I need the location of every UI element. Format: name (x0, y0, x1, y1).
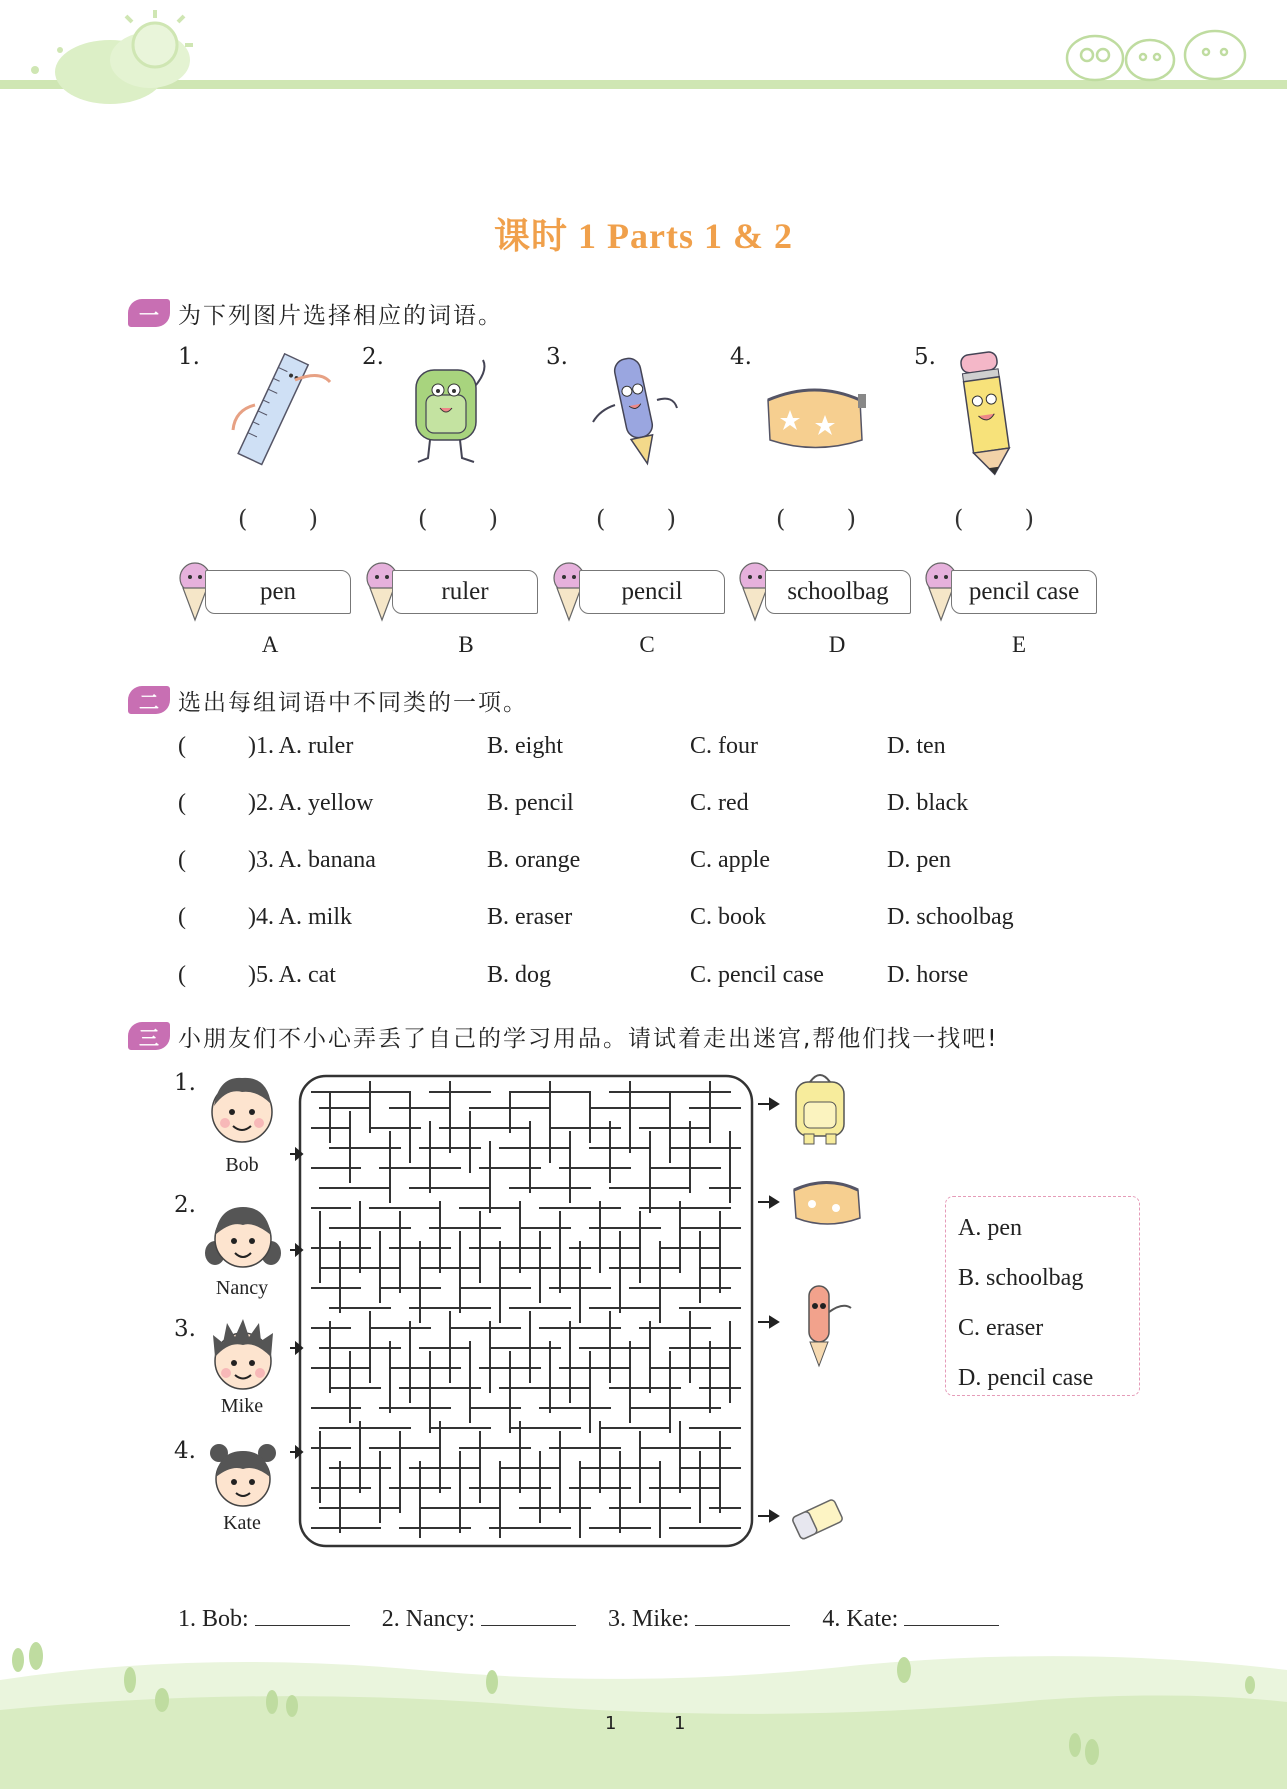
question-row (178, 904, 1078, 938)
answer-paren-5[interactable]: ( ) (954, 505, 1034, 533)
question-option-b: B. dog (487, 962, 552, 988)
section-1-badge: 一 (128, 299, 170, 327)
question-option-c: C. book (690, 904, 767, 930)
pencil-case-icon (790, 1170, 865, 1232)
page-title: 课时 1 Parts 1 & 2 (494, 216, 793, 256)
kid-1-number: 1. (174, 1070, 196, 1096)
fill-kate-blank[interactable] (904, 1604, 999, 1626)
maze-option-a: A. pen (958, 1215, 1022, 1241)
option-letter-b: B (458, 632, 474, 657)
maze-options-box (945, 1196, 1140, 1396)
word-ruler: ruler (392, 570, 538, 614)
ruler-icon (225, 350, 335, 470)
bob-face-icon (205, 1068, 279, 1146)
answer-paren[interactable]: ( (178, 962, 186, 988)
kid-4-number: 4. (174, 1438, 196, 1464)
maze-option-d: D. pencil case (958, 1365, 1094, 1391)
section-2-header (128, 684, 528, 716)
answer-paren[interactable]: ( (178, 847, 186, 873)
section-2-instruction: 选出每组词语中不同类的一项。 (178, 689, 528, 716)
answer-paren[interactable]: ( (178, 790, 186, 816)
question-option-b: B. orange (487, 847, 581, 873)
question-option-b: B. eraser (487, 904, 573, 930)
eraser-icon (788, 1493, 848, 1543)
section-3-badge: 三 (128, 1022, 170, 1050)
fill-in-row (178, 1604, 999, 1633)
section-1-header (128, 297, 503, 329)
question-option-a: )2. A. yellow (248, 790, 374, 816)
word-pencil: pencil (579, 570, 725, 614)
section-3-instruction: 小朋友们不小心弄丢了自己的学习用品。请试着走出迷宫,帮他们找一找吧! (178, 1025, 999, 1052)
maze-option-c: C. eraser (958, 1315, 1044, 1341)
question-row (178, 962, 1078, 996)
option-letter-d: D (828, 632, 846, 657)
word-schoolbag: schoolbag (765, 570, 911, 614)
question-row (178, 847, 1078, 881)
maze-option-b: B. schoolbag (958, 1265, 1084, 1291)
kid-3-name: Mike (220, 1395, 264, 1417)
question-option-d: D. ten (887, 733, 946, 759)
mike-face-icon (205, 1315, 281, 1393)
option-letter-e: E (1011, 632, 1027, 657)
answer-paren-3[interactable]: ( ) (596, 505, 676, 533)
answer-paren[interactable]: ( (178, 904, 186, 930)
section-2-badge: 二 (128, 686, 170, 714)
word-banner-b (362, 560, 538, 616)
option-letter-a: A (261, 632, 279, 657)
section-3-header (128, 1020, 999, 1052)
page-number-left: 1 (605, 1713, 617, 1734)
pencil-icon (945, 345, 1025, 480)
word-pencil-case: pencil case (951, 570, 1097, 614)
fill-mike-blank[interactable] (695, 1604, 790, 1626)
item-5-number: 5. (914, 344, 936, 370)
item-1-number: 1. (178, 344, 200, 370)
pencil-case-icon (760, 370, 870, 460)
kid-2-name: Nancy (215, 1277, 269, 1299)
question-option-b: B. eight (487, 733, 563, 759)
question-option-c: C. four (690, 733, 758, 759)
question-option-a: )4. A. milk (248, 904, 353, 930)
pen-icon (585, 350, 685, 480)
kid-1-name: Bob (225, 1154, 259, 1176)
pen-icon (795, 1282, 855, 1370)
question-option-b: B. pencil (487, 790, 574, 816)
page-number-right: 1 (674, 1713, 686, 1734)
fill-bob-blank[interactable] (255, 1604, 350, 1626)
answer-paren-4[interactable]: ( ) (776, 505, 856, 533)
answer-paren-2[interactable]: ( ) (418, 505, 498, 533)
question-option-d: D. horse (887, 962, 969, 988)
answer-paren[interactable]: ( (178, 733, 186, 759)
kid-2-number: 2. (174, 1192, 196, 1218)
option-letter-c: C (639, 632, 655, 657)
question-option-c: C. red (690, 790, 749, 816)
question-option-c: C. apple (690, 847, 770, 873)
item-2-number: 2. (362, 344, 384, 370)
maze[interactable] (290, 1072, 790, 1552)
schoolbag-icon (790, 1068, 850, 1146)
kate-face-icon (205, 1437, 281, 1513)
question-row (178, 733, 1078, 767)
word-banner-a (175, 560, 351, 616)
question-row (178, 790, 1078, 824)
fill-nancy-label: 2. Nancy: (381, 1606, 475, 1632)
item-3-number: 3. (546, 344, 568, 370)
question-option-d: D. schoolbag (887, 904, 1014, 930)
question-option-a: )5. A. cat (248, 962, 336, 988)
fill-nancy-blank[interactable] (481, 1604, 576, 1626)
question-option-c: C. pencil case (690, 962, 824, 988)
word-banner-e (921, 560, 1097, 616)
kid-4-name: Kate (223, 1512, 261, 1534)
schoolbag-icon (398, 350, 498, 470)
header-decoration (0, 0, 1287, 120)
question-option-d: D. black (887, 790, 969, 816)
kid-3-number: 3. (174, 1316, 196, 1342)
question-option-a: )1. A. ruler (248, 733, 354, 759)
question-option-a: )3. A. banana (248, 847, 376, 873)
item-4-number: 4. (730, 344, 752, 370)
fill-kate-label: 4. Kate: (822, 1606, 899, 1632)
word-pen: pen (205, 570, 351, 614)
fill-bob-label: 1. Bob: (178, 1606, 249, 1632)
section-1-instruction: 为下列图片选择相应的词语。 (178, 302, 503, 329)
footer-landscape (0, 1640, 1287, 1789)
answer-paren-1[interactable]: ( ) (238, 505, 318, 533)
word-banner-d (735, 560, 911, 616)
question-option-d: D. pen (887, 847, 951, 873)
fill-mike-label: 3. Mike: (608, 1606, 690, 1632)
nancy-face-icon (203, 1195, 283, 1275)
word-banner-c (549, 560, 725, 616)
